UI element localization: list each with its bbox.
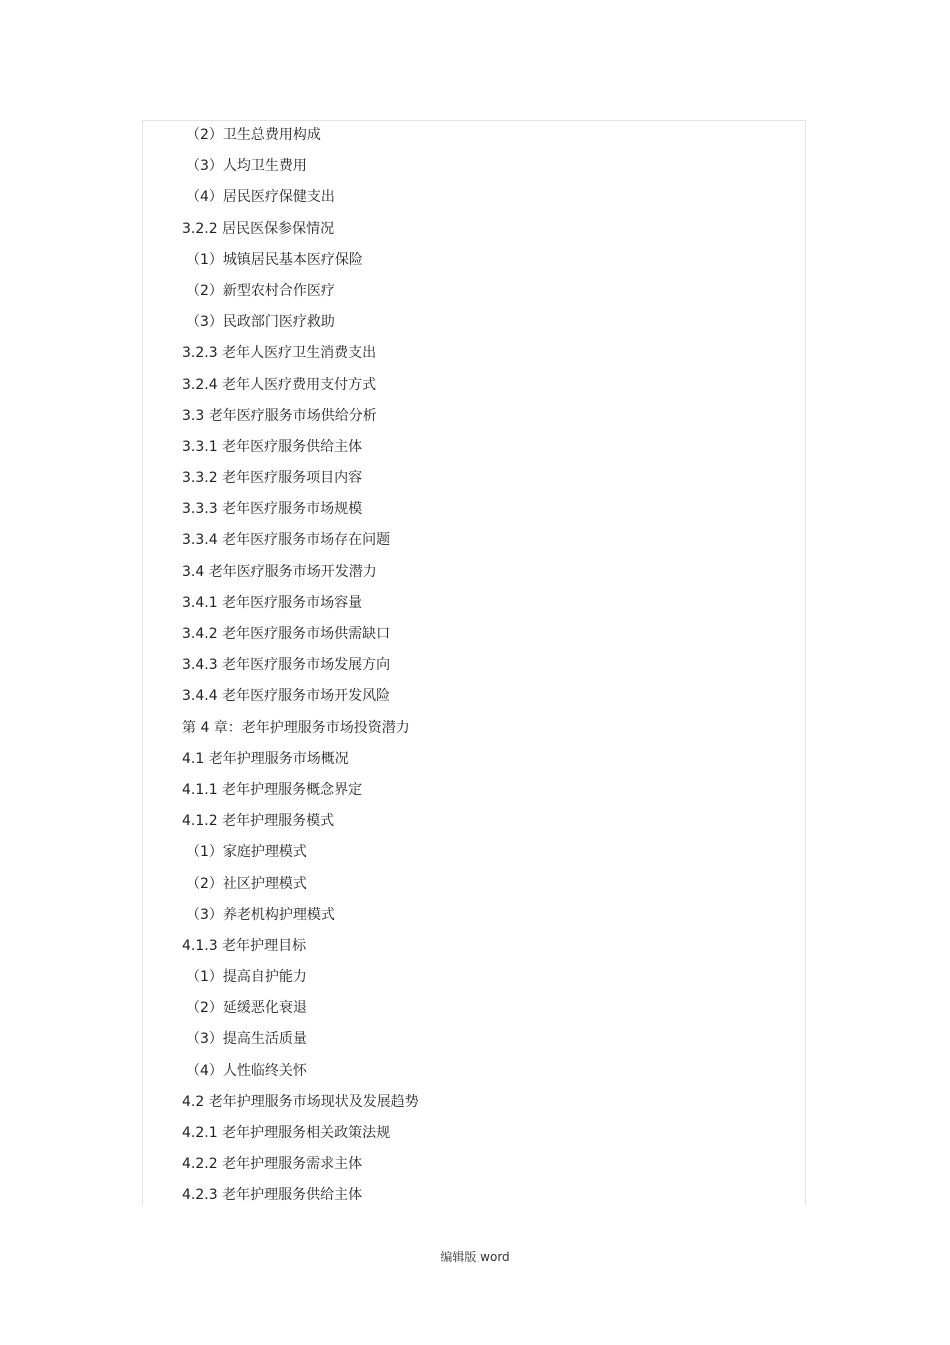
toc-item: 第 4 章：老年护理服务市场投资潜力: [182, 719, 410, 736]
toc-item: （2）卫生总费用构成: [186, 127, 321, 143]
toc-item: 3.4.3 老年医疗服务市场发展方向: [182, 657, 391, 674]
toc-item: （3）民政部门医疗救助: [186, 314, 335, 331]
toc-item: 3.3.2 老年医疗服务项目内容: [182, 470, 363, 487]
toc-item: 4.1.2 老年护理服务模式: [182, 813, 335, 830]
toc-item: （2）社区护理模式: [186, 875, 307, 892]
table-of-contents: [182, 120, 782, 1212]
toc-item: （1）城镇居民基本医疗保险: [186, 251, 363, 268]
toc-item: 4.2.3 老年护理服务供给主体: [182, 1187, 363, 1204]
toc-item: 3.2.2 居民医保参保情况: [182, 220, 335, 237]
toc-item: （1）家庭护理模式: [186, 844, 307, 861]
toc-item: （4）居民医疗保健支出: [186, 189, 335, 206]
toc-item: 3.4.1 老年医疗服务市场容量: [182, 594, 363, 611]
toc-item: （2）新型农村合作医疗: [186, 282, 335, 299]
toc-item: 3.4.4 老年医疗服务市场开发风险: [182, 688, 391, 705]
toc-item: 3.3.1 老年医疗服务供给主体: [182, 438, 363, 455]
toc-item: （1）提高自护能力: [186, 969, 307, 986]
toc-item: （3）人均卫生费用: [186, 158, 307, 175]
toc-item: 3.3.4 老年医疗服务市场存在问题: [182, 532, 391, 549]
toc-item: 3.2.4 老年人医疗费用支付方式: [182, 376, 377, 393]
toc-item: 4.1.1 老年护理服务概念界定: [182, 781, 363, 798]
toc-item: 4.1 老年护理服务市场概况: [182, 750, 349, 767]
toc-item: 3.4 老年医疗服务市场开发潜力: [182, 563, 377, 580]
toc-item: 4.2 老年护理服务市场现状及发展趋势: [182, 1093, 419, 1110]
toc-item: 4.2.2 老年护理服务需求主体: [182, 1156, 363, 1173]
toc-item: （4）人性临终关怀: [186, 1062, 307, 1079]
toc-item: 4.1.3 老年护理目标: [182, 937, 307, 954]
toc-item: 4.2.1 老年护理服务相关政策法规: [182, 1125, 391, 1141]
toc-item: 3.3 老年医疗服务市场供给分析: [182, 407, 377, 424]
toc-item: （3）提高生活质量: [186, 1031, 307, 1048]
toc-item: 3.4.2 老年医疗服务市场供需缺口: [182, 626, 391, 642]
page-footer: 编辑版 word: [440, 1250, 510, 1264]
toc-item: （2）延缓恶化衰退: [186, 1000, 307, 1017]
toc-item: 3.3.3 老年医疗服务市场规模: [182, 501, 363, 518]
toc-item: （3）养老机构护理模式: [186, 906, 335, 923]
toc-item: 3.2.3 老年人医疗卫生消费支出: [182, 345, 377, 362]
